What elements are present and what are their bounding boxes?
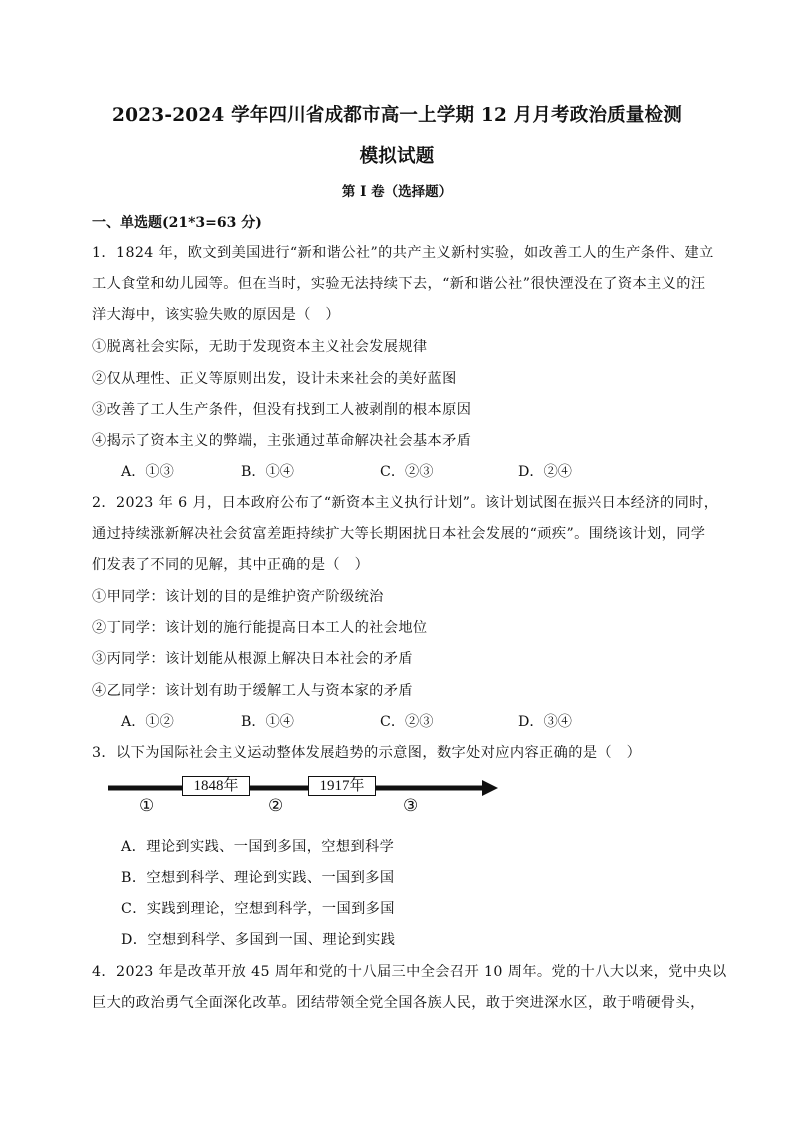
document-title-line1: 2023-2024 学年四川省成都市高一上学期 12 月月考政治质量检测 — [112, 105, 682, 126]
q2-option-b: B．①④ — [241, 714, 294, 730]
timeline-marker-3: ③ — [403, 796, 419, 816]
timeline-arrow — [100, 772, 510, 802]
timeline-box-1848: 1848年 — [182, 776, 250, 796]
q1-statement-2: ②仅从理性、正义等原则出发，设计未来社会的美好蓝图 — [92, 371, 457, 387]
q1-stem-line2: 工人食堂和幼儿园等。但在当时，实验无法持续下去，“新和谐公社”很快湮没在了资本主义的汪 — [92, 276, 706, 292]
q2-statement-2: ②丁同学：该计划的施行能提高日本工人的社会地位 — [92, 620, 428, 636]
q2-option-d: D．③④ — [518, 714, 572, 730]
q3-option-c: C．实践到理论，空想到科学，一国到多国 — [121, 901, 395, 917]
section-heading: 一、单选题(21*3=63 分) — [92, 215, 262, 231]
q1-statement-4: ④揭示了资本主义的弊端，主张通过革命解决社会基本矛盾 — [92, 433, 472, 449]
q1-option-d: D．②④ — [518, 464, 572, 480]
q4-stem-line2: 巨大的政治勇气全面深化改革。团结带领全党全国各族人民，敢于突进深水区，敢于啃硬骨头， — [92, 995, 705, 1011]
paper-part-label: 第 I 卷（选择题） — [341, 184, 453, 200]
q2-statement-3: ③丙同学：该计划能从根源上解决日本社会的矛盾 — [92, 651, 413, 667]
q1-statement-3: ③改善了工人生产条件，但没有找到工人被剥削的根本原因 — [92, 402, 472, 418]
q1-option-c: C．②③ — [380, 464, 434, 480]
q1-stem-line3: 洋大海中，该实验失败的原因是（ ） — [92, 307, 340, 323]
q1-statement-1: ①脱离社会实际，无助于发现资本主义社会发展规律 — [92, 339, 428, 355]
q3-option-b: B．空想到科学、理论到实践、一国到多国 — [121, 870, 395, 886]
timeline-marker-2: ② — [268, 796, 284, 816]
document-title-line2: 模拟试题 — [359, 146, 435, 167]
q2-stem-line1: 2．2023 年 6 月，日本政府公布了“新资本主义执行计划”。该计划试图在振兴日本经济的同时， — [92, 495, 719, 511]
q2-stem-line3: 们发表了不同的见解，其中正确的是（ ） — [92, 557, 370, 573]
q2-option-c: C．②③ — [380, 714, 434, 730]
q1-option-b: B．①④ — [241, 464, 294, 480]
q1-option-a: A．①③ — [121, 464, 174, 480]
q3-option-a: A．理论到实践、一国到多国，空想到科学 — [121, 839, 395, 855]
q3-stem-line1: 3．以下为国际社会主义运动整体发展趋势的示意图，数字处对应内容正确的是（ ） — [92, 745, 642, 761]
q2-statement-1: ①甲同学：该计划的目的是维护资产阶级统治 — [92, 589, 384, 605]
q3-option-d: D．空想到科学、多国到一国、理论到实践 — [121, 932, 396, 948]
q2-option-a: A．①② — [121, 714, 174, 730]
timeline-marker-1: ① — [139, 796, 155, 816]
timeline-box-1917: 1917年 — [308, 776, 376, 796]
q1-stem-line1: 1．1824 年，欧文到美国进行“新和谐公社”的共产主义新村实验，如改善工人的生产条件、建立 — [92, 245, 714, 261]
q4-stem-line1: 4．2023 年是改革开放 45 周年和党的十八届三中全会召开 10 周年。党的十八大以来，党中央以 — [92, 964, 727, 980]
q2-statement-4: ④乙同学：该计划有助于缓解工人与资本家的矛盾 — [92, 683, 413, 699]
q2-stem-line2: 通过持续涨新解决社会贫富差距持续扩大等长期困扰日本社会发展的“顽疾”。围绕该计划，同学 — [92, 526, 706, 542]
